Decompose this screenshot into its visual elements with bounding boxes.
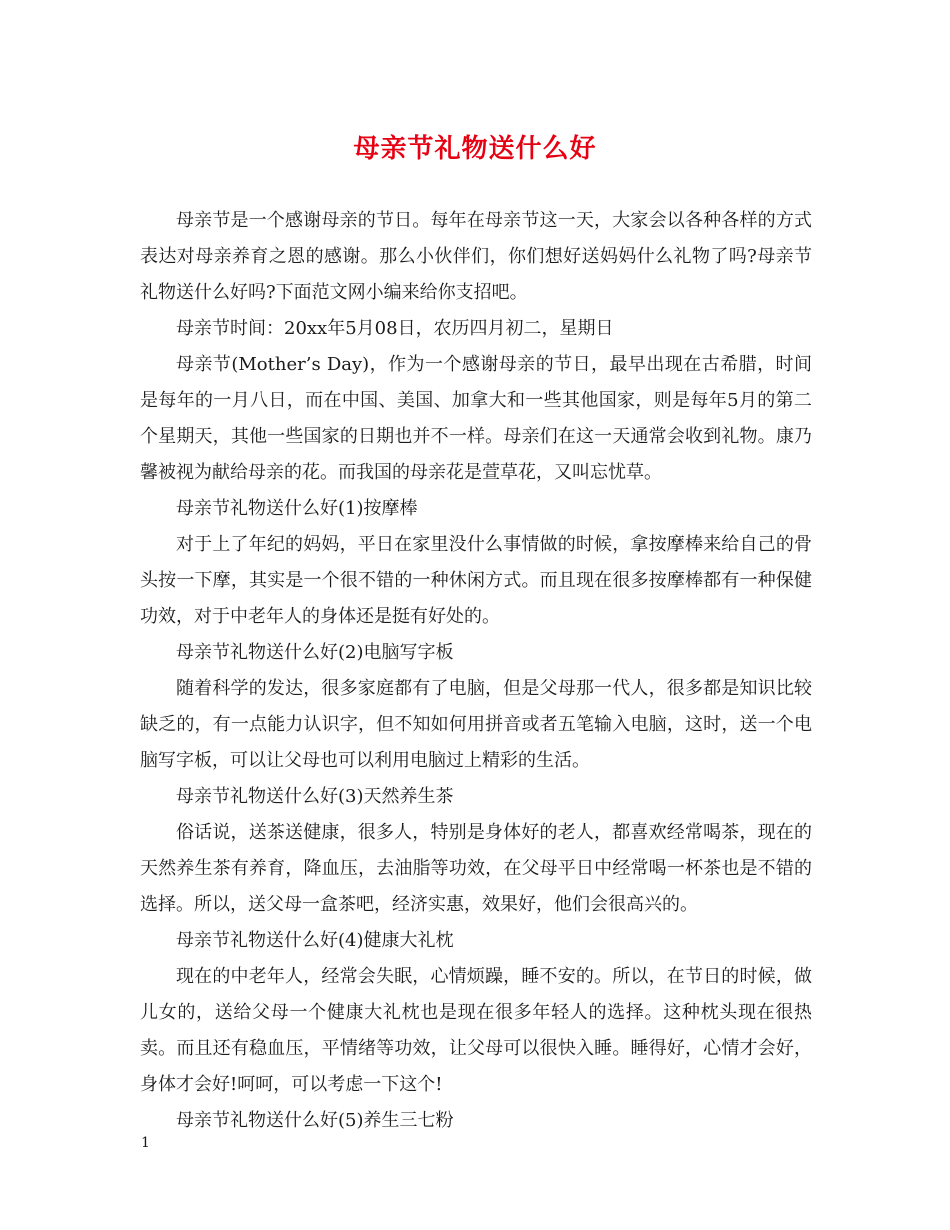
- section-heading-4: 母亲节礼物送什么好(4)健康大礼枕: [176, 930, 454, 951]
- paragraph-massager: 对于上了年纪的妈妈，平日在家里没什么事情做的时候，拿按摩棒来给自己的骨头按一下摩，其实是一个很不错的一种休闲方式。而且现在很多按摩棒都有一种保健功效，对于中老年人的身体还是挺有好处的。: [140, 534, 812, 627]
- section-heading-2: 母亲节礼物送什么好(2)电脑写字板: [176, 642, 454, 663]
- paragraph-date: 母亲节时间：20xx年5月08日，农历四月初二，星期日: [176, 318, 614, 339]
- paragraph-tablet: 随着科学的发达，很多家庭都有了电脑，但是父母那一代人，很多都是知识比较缺乏的，有一点能力认识字，但不知如何用拼音或者五笔输入电脑，这时，送一个电脑写字板，可以让父母也可以利用电脑过上精彩的生活。: [140, 678, 812, 771]
- section-heading-1: 母亲节礼物送什么好(1)按摩棒: [176, 498, 418, 519]
- paragraph-pillow: 现在的中老年人，经常会失眠，心情烦躁，睡不安的。所以，在节日的时候，做儿女的，送给父母一个健康大礼枕也是现在很多年轻人的选择。这种枕头现在很热卖。而且还有稳血压，平情绪等功效，让父母可以很快入睡。睡得好，心情才会好，身体才会好!呵呵，可以考虑一下这个!: [140, 966, 812, 1095]
- paragraph-tea: 俗话说，送茶送健康，很多人，特别是身体好的老人，都喜欢经常喝茶，现在的天然养生茶有养育，降血压，去油脂等功效，在父母平日中经常喝一杯茶也是不错的选择。所以，送父母一盒茶吧，经济实惠，效果好，他们会很高兴的。: [140, 822, 812, 915]
- section-heading-3: 母亲节礼物送什么好(3)天然养生茶: [176, 786, 454, 807]
- paragraph-intro: 母亲节是一个感谢母亲的节日。每年在母亲节这一天，大家会以各种各样的方式表达对母亲养育之恩的感谢。那么小伙伴们，你们想好送妈妈什么礼物了吗?母亲节礼物送什么好吗?下面范文网小编来给你支招吧。: [140, 210, 812, 303]
- section-heading-5: 母亲节礼物送什么好(5)养生三七粉: [176, 1110, 454, 1131]
- paragraph-history: 母亲节(Mother’s Day)，作为一个感谢母亲的节日，最早出现在古希腊，时间是每年的一月八日，而在中国、美国、加拿大和一些其他国家，则是每年5月的第二个星期天，其他一些国家的日期也并不一样。母亲们在这一天通常会收到礼物。康乃馨被视为献给母亲的花。而我国的母亲花是萱草花，又叫忘忧草。: [140, 354, 812, 483]
- document-title: 母亲节礼物送什么好: [353, 134, 597, 164]
- document-body: [140, 203, 812, 1139]
- page-number: 1: [141, 1135, 150, 1151]
